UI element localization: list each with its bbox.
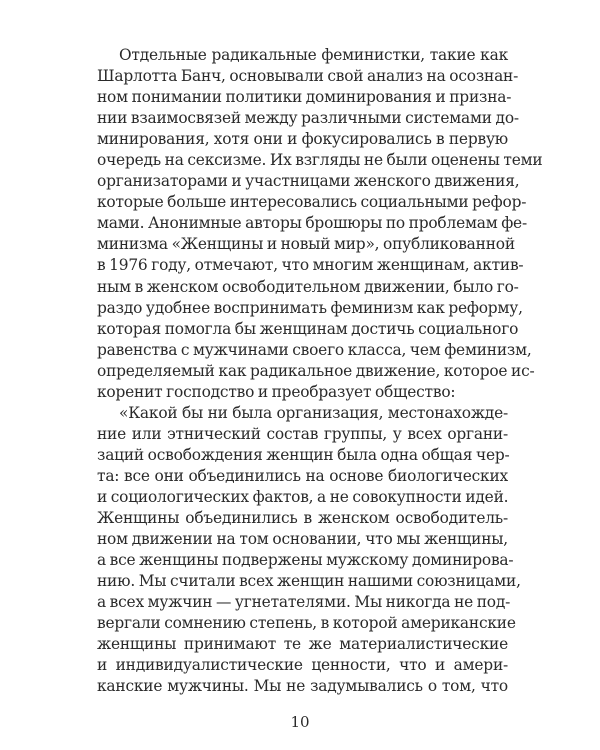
text-line: заций освобождения женщин была одна общая чер- (97, 445, 510, 464)
text-line: нию. Мы считали всех женщин нашими союзницами, (97, 572, 521, 591)
page-number: 10 (290, 713, 310, 731)
text-line: минирования, хотя они и фокусировались в первую (97, 130, 508, 149)
text-line: раздо удобнее воспринимать феминизм как реформу, (97, 298, 523, 317)
text-line: ном понимании политики доминирования и призна- (97, 88, 512, 107)
text-line: организаторами и участницами женского движения, (97, 172, 520, 191)
body-text (97, 45, 543, 697)
text-line: в 1976 году, отмечают, что многим женщинам, актив- (97, 256, 524, 275)
text-line: коренит господство и преобразует общество: (97, 382, 456, 401)
text-line: очередь на сексизме. Их взгляды не были оценены теми (97, 151, 543, 170)
text-line: которая помогла бы женщинам достичь социального (97, 319, 519, 338)
text-line: которые больше интересовались социальными рефор- (97, 193, 527, 212)
text-line: Отдельные радикальные феминистки, такие как (119, 46, 508, 64)
text-line: Шарлотта Банч, основывали свой анализ на осознан- (97, 67, 519, 86)
text-line: «Какой бы ни была организация, местонахожде- (119, 403, 508, 422)
text-line: определяемый как радикальное движение, которое ис- (97, 361, 535, 380)
text-line: нии взаимосвязей между различными системами до- (97, 109, 519, 128)
text-line: равенства с мужчинами своего класса, чем феминизм, (97, 340, 532, 359)
text-line: канские мужчины. Мы не задумывались о том, что (97, 677, 508, 696)
text-line: ном движении на том основании, что мы женщины, (97, 530, 508, 549)
text-line: вергали сомнению степень, в которой американские (97, 614, 516, 633)
text-line: та: все они объединились на основе биологических (97, 466, 508, 485)
text-line: Женщины объединились в женском освободитель- (97, 509, 508, 528)
text-line: а все женщины подвержены мужскому доминирова- (97, 551, 514, 570)
text-line: а всех мужчин — угнетателями. Мы никогда не под- (97, 593, 511, 612)
text-line: мами. Анонимные авторы брошюры по проблемам фе- (97, 214, 527, 233)
text-line: ным в женском освободительном движении, было го- (97, 277, 519, 296)
text-line: минизма «Женщины и новый мир», опубликованной (97, 235, 515, 254)
text-line: и социологических фактов, а не совокупности идей. (97, 487, 509, 506)
text-line: ние или этнический состав группы, у всех органи- (97, 424, 508, 443)
paragraph (97, 403, 521, 698)
text-line: и индивидуалистические ценности, что и амери- (97, 656, 508, 675)
text-line: женщины принимают те же материалистические (97, 635, 508, 654)
paragraph (97, 45, 543, 403)
